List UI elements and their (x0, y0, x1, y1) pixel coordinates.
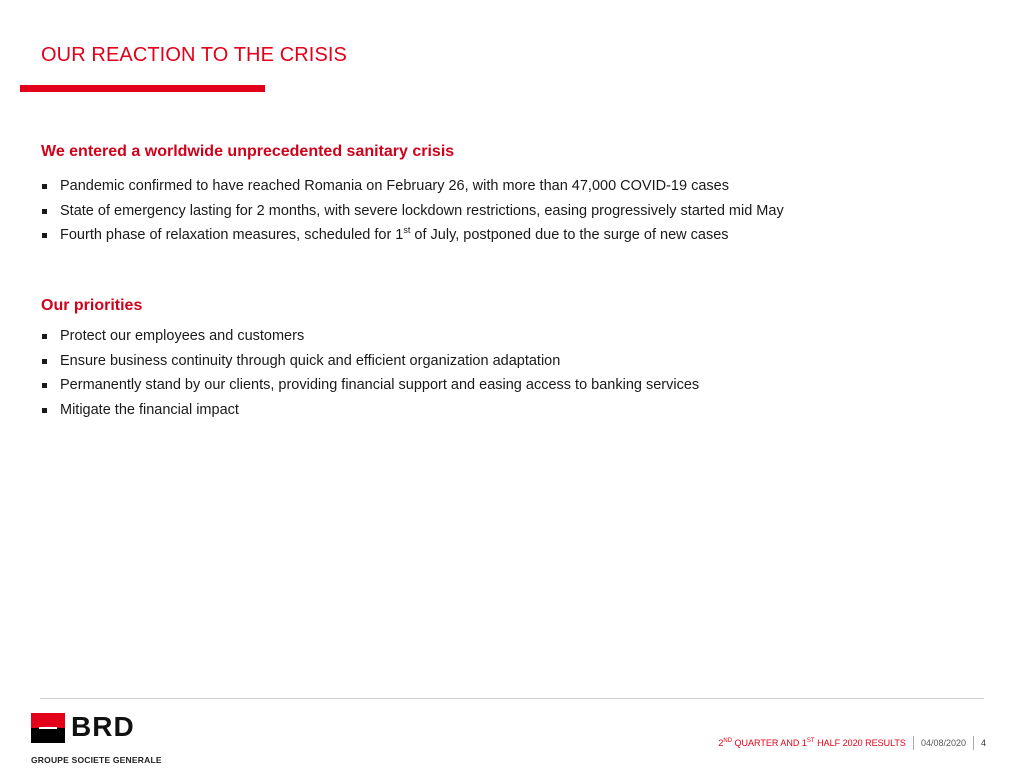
brd-logo (31, 713, 171, 765)
list-item (41, 174, 784, 199)
list-item (41, 349, 699, 374)
footer-date: 04/08/2020 (920, 738, 966, 748)
footer-report-label: 2ND QUARTER AND 1ST HALF 2020 RESULTS (718, 738, 906, 748)
bullet-square-icon (42, 359, 47, 364)
bullet-text-after-sup: of July, postponed due to the surge of new cases (410, 227, 729, 244)
page-number: 4 (980, 738, 986, 748)
bullet-text: Pandemic confirmed to have reached Romania on February 26, with more than 47,000 COVID-19 cases (60, 178, 729, 194)
footer-separator (973, 736, 974, 750)
bullet-text: Ensure business continuity through quick and efficient organization adaptation (60, 352, 561, 369)
bullet-text: Permanently stand by our clients, providing financial support and easing access to banking services (60, 377, 700, 394)
logo-wordmark: BRD (71, 711, 135, 742)
bullet-square-icon (42, 233, 47, 238)
bullet-text-sup: st (403, 225, 411, 236)
bullet-text: State of emergency lasting for 2 months, with severe lockdown restrictions, easing progressively started mid May (60, 202, 784, 219)
section-heading-crisis: We entered a worldwide unprecedented sanitary crisis (41, 143, 455, 160)
list-item (41, 324, 699, 349)
bullet-text-before-sup: Fourth phase of relaxation measures, scheduled for 1 (60, 227, 404, 244)
footer-info (718, 736, 986, 750)
priorities-bullet-list (41, 324, 699, 423)
bullet-square-icon (42, 334, 47, 339)
crisis-bullet-list (41, 174, 784, 248)
title-underline (20, 85, 265, 92)
list-item (41, 398, 699, 423)
list-item (41, 223, 784, 248)
list-item (41, 373, 699, 398)
slide-title: OUR REACTION TO THE CRISIS (41, 44, 347, 66)
bullet-square-icon (42, 408, 47, 413)
bullet-text: Mitigate the financial impact (60, 402, 239, 419)
logo-tagline: GROUPE SOCIETE GENERALE (31, 755, 162, 765)
section-heading-priorities: Our priorities (41, 297, 143, 314)
footer-separator (913, 736, 914, 750)
footer-divider (40, 698, 984, 699)
bullet-text: Protect our employees and customers (60, 328, 305, 344)
bullet-square-icon (42, 184, 47, 189)
list-item (41, 199, 784, 224)
logo-square-icon (31, 713, 65, 743)
bullet-square-icon (42, 209, 47, 214)
bullet-square-icon (42, 383, 47, 388)
